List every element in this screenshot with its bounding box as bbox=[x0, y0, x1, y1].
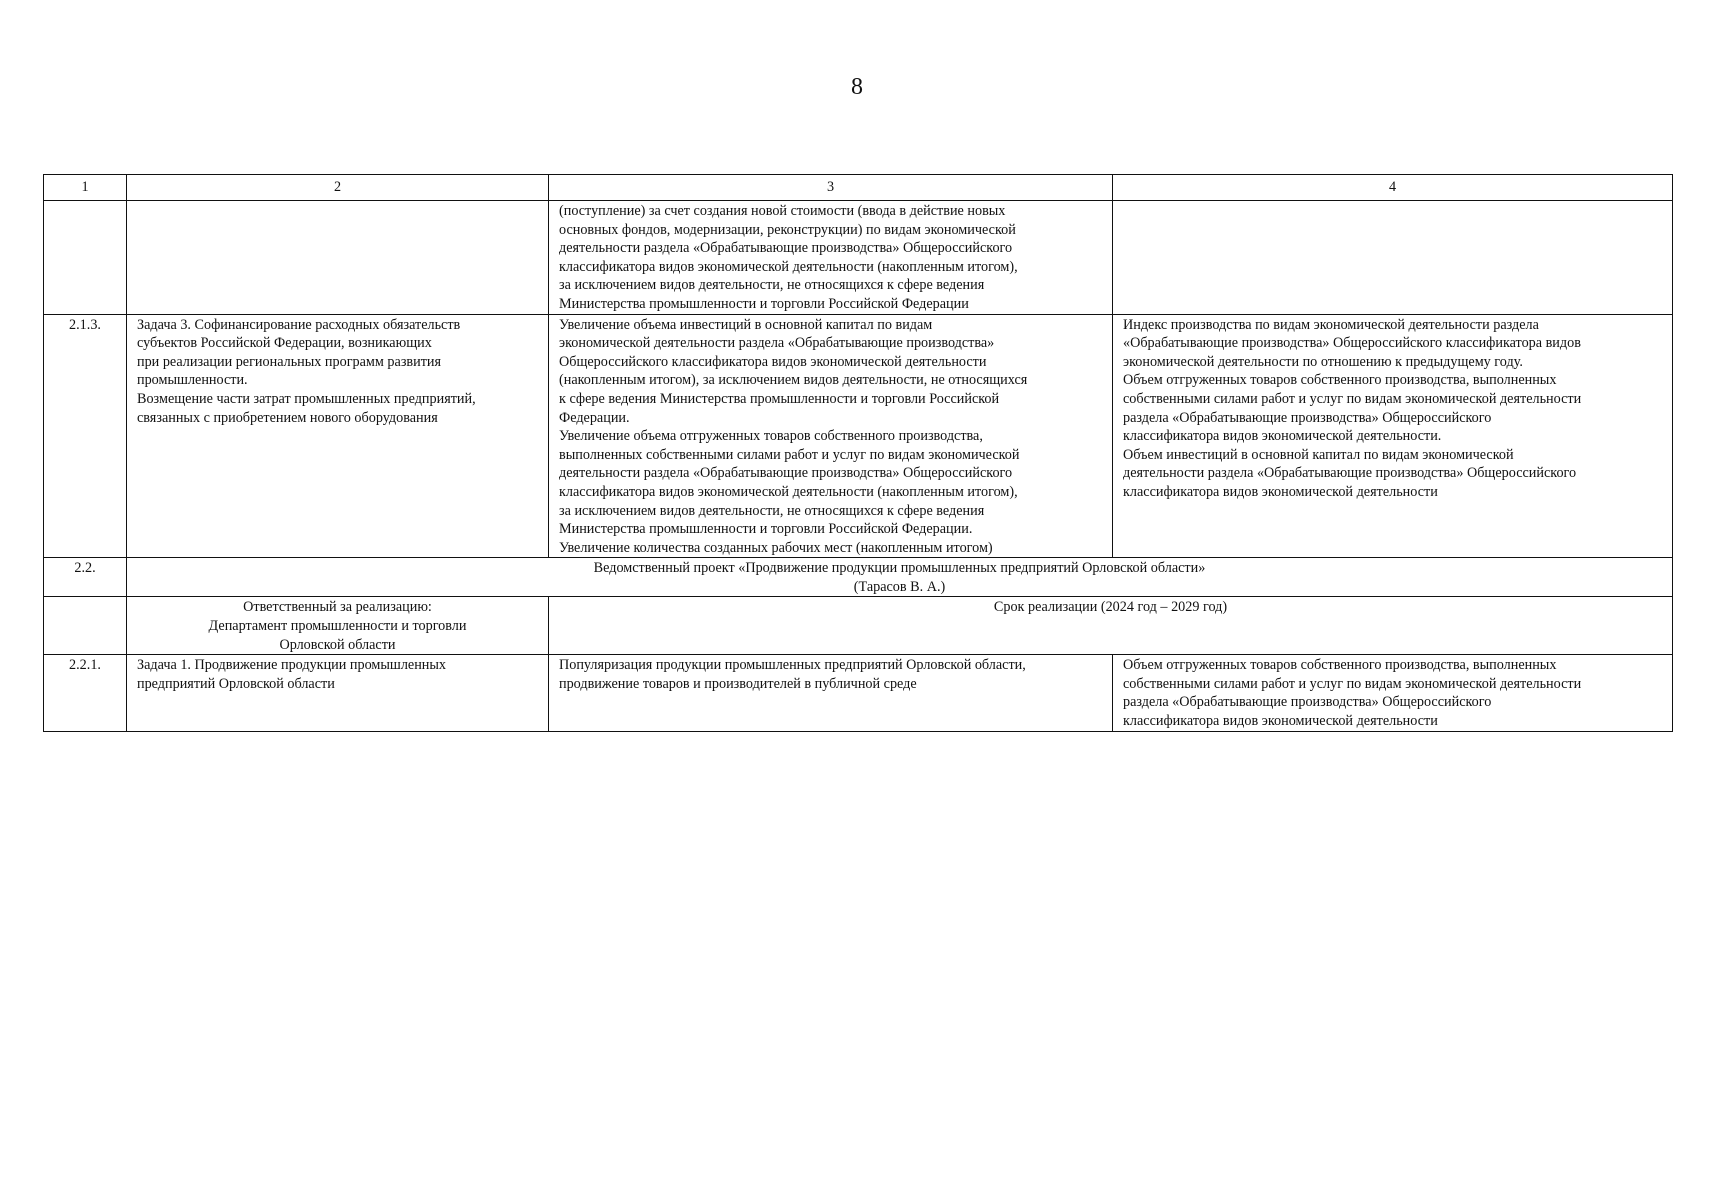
text-line: деятельности раздела «Обрабатывающие производства» Общероссийского bbox=[559, 465, 1013, 482]
continuation-col2-cell bbox=[127, 201, 549, 315]
text-line: за исключением видов деятельности, не относящихся к сфере ведения bbox=[559, 277, 985, 294]
text-line: выполненных собственными силами работ и услуг по видам экономической bbox=[559, 446, 1020, 463]
indicator-cell bbox=[1113, 655, 1673, 731]
text-line: продвижение товаров и производителей в публичной среде bbox=[559, 675, 917, 692]
row-number: 2.2.1. bbox=[44, 655, 127, 731]
header-col-2: 2 bbox=[127, 175, 549, 201]
project-person: (Тарасов В. А.) bbox=[853, 578, 946, 595]
text-line: Министерства промышленности и торговли Российской Федерации bbox=[559, 295, 969, 312]
task-cell bbox=[127, 655, 549, 731]
text-line: классификатора видов экономической деятельности bbox=[1123, 483, 1438, 500]
text-line: классификатора видов экономической деятельности. bbox=[1123, 428, 1442, 445]
text-line: классификатора видов экономической деятельности (накопленным итогом), bbox=[559, 258, 1018, 275]
text-line: связанных с приобретением нового оборудования bbox=[137, 409, 438, 426]
text-line: Увеличение объема отгруженных товаров собственного производства, bbox=[559, 428, 983, 445]
header-col-3: 3 bbox=[549, 175, 1113, 201]
indicator-cell bbox=[1113, 314, 1673, 558]
table-row-2-2-1 bbox=[44, 655, 1673, 731]
text-line: Увеличение количества созданных рабочих мест (накопленным итогом) bbox=[559, 539, 993, 556]
text-line: Популяризация продукции промышленных предприятий Орловской области, bbox=[559, 657, 1026, 674]
table-row-2-1-3 bbox=[44, 314, 1673, 558]
text-line: классификатора видов экономической деятельности (накопленным итогом), bbox=[559, 483, 1018, 500]
table-row-2-2 bbox=[44, 558, 1673, 597]
text-line: деятельности раздела «Обрабатывающие производства» Общероссийского bbox=[559, 240, 1013, 257]
row-number: 2.1.3. bbox=[44, 314, 127, 558]
text-line: Объем отгруженных товаров собственного производства, выполненных bbox=[1123, 372, 1557, 389]
page-number: 8 bbox=[851, 74, 863, 100]
text-line: Задача 3. Софинансирование расходных обязательств bbox=[137, 316, 461, 333]
text-line: Индекс производства по видам экономической деятельности раздела bbox=[1123, 316, 1539, 333]
text-line: раздела «Обрабатывающие производства» Общероссийского bbox=[1123, 694, 1492, 711]
text-line: при реализации региональных программ развития bbox=[137, 353, 442, 370]
text-line: Орловской области bbox=[279, 636, 396, 653]
text-line: к сфере ведения Министерства промышленности и торговли Российской bbox=[559, 390, 1000, 407]
project-title: Ведомственный проект «Продвижение продукции промышленных предприятий Орловской области» bbox=[593, 560, 1206, 577]
header-col-4: 4 bbox=[1113, 175, 1673, 201]
text-line: раздела «Обрабатывающие производства» Общероссийского bbox=[1123, 409, 1492, 426]
text-line: предприятий Орловской области bbox=[137, 675, 335, 692]
header-col-1: 1 bbox=[44, 175, 127, 201]
text-line: (поступление) за счет создания новой стоимости (ввода в действие новых bbox=[559, 203, 1006, 219]
text-line: промышленности. bbox=[137, 372, 248, 389]
text-line: классификатора видов экономической деятельности bbox=[1123, 713, 1438, 730]
text-line: за исключением видов деятельности, не относящихся к сфере ведения bbox=[559, 502, 985, 519]
text-line: «Обрабатывающие производства» Общероссийского классификатора видов bbox=[1123, 335, 1581, 352]
result-cell bbox=[549, 655, 1113, 731]
text-line: (накопленным итогом), за исключением видов деятельности, не относящихся bbox=[559, 372, 1028, 389]
text-line: Федерации. bbox=[559, 409, 630, 426]
text-line: Общероссийского классификатора видов экономической деятельности bbox=[559, 353, 987, 370]
text-line: субъектов Российской Федерации, возникающих bbox=[137, 335, 432, 352]
task-cell bbox=[127, 314, 549, 558]
table-row-continuation bbox=[44, 201, 1673, 315]
text-line: деятельности раздела «Обрабатывающие производства» Общероссийского bbox=[1123, 465, 1577, 482]
table-header-row bbox=[44, 175, 1673, 201]
project-title-cell bbox=[127, 558, 1673, 597]
result-cell bbox=[549, 314, 1113, 558]
text-line: Ответственный за реализацию: bbox=[243, 599, 432, 616]
text-line: основных фондов, модернизации, реконструкции) по видам экономической bbox=[559, 221, 1016, 238]
text-line: Министерства промышленности и торговли Российской Федерации. bbox=[559, 521, 973, 538]
text-line: Департамент промышленности и торговли bbox=[208, 618, 467, 635]
text-line: Объем инвестиций в основной капитал по видам экономической bbox=[1123, 446, 1514, 463]
text-line: Задача 1. Продвижение продукции промышленных bbox=[137, 657, 447, 674]
period-cell bbox=[549, 597, 1673, 655]
implementation-period: Срок реализации (2024 год – 2029 год) bbox=[993, 599, 1228, 616]
continuation-col3-cell bbox=[549, 201, 1113, 315]
continuation-number-cell bbox=[44, 201, 127, 315]
text-line: собственными силами работ и услуг по видам экономической деятельности bbox=[1123, 390, 1582, 407]
responsible-cell bbox=[127, 597, 549, 655]
text-line: Увеличение объема инвестиций в основной капитал по видам bbox=[559, 316, 933, 333]
text-line: Объем отгруженных товаров собственного производства, выполненных bbox=[1123, 657, 1557, 674]
measures-table bbox=[43, 174, 1673, 732]
table-row-responsible bbox=[44, 597, 1673, 655]
continuation-col4-cell bbox=[1113, 201, 1673, 315]
text-line: экономической деятельности по отношению к предыдущему году. bbox=[1123, 353, 1523, 370]
text-line: экономической деятельности раздела «Обрабатывающие производства» bbox=[559, 335, 995, 352]
text-line: собственными силами работ и услуг по видам экономической деятельности bbox=[1123, 675, 1582, 692]
row-number: 2.2. bbox=[44, 558, 127, 597]
responsible-number-cell bbox=[44, 597, 127, 655]
text-line: Возмещение части затрат промышленных предприятий, bbox=[137, 390, 476, 407]
